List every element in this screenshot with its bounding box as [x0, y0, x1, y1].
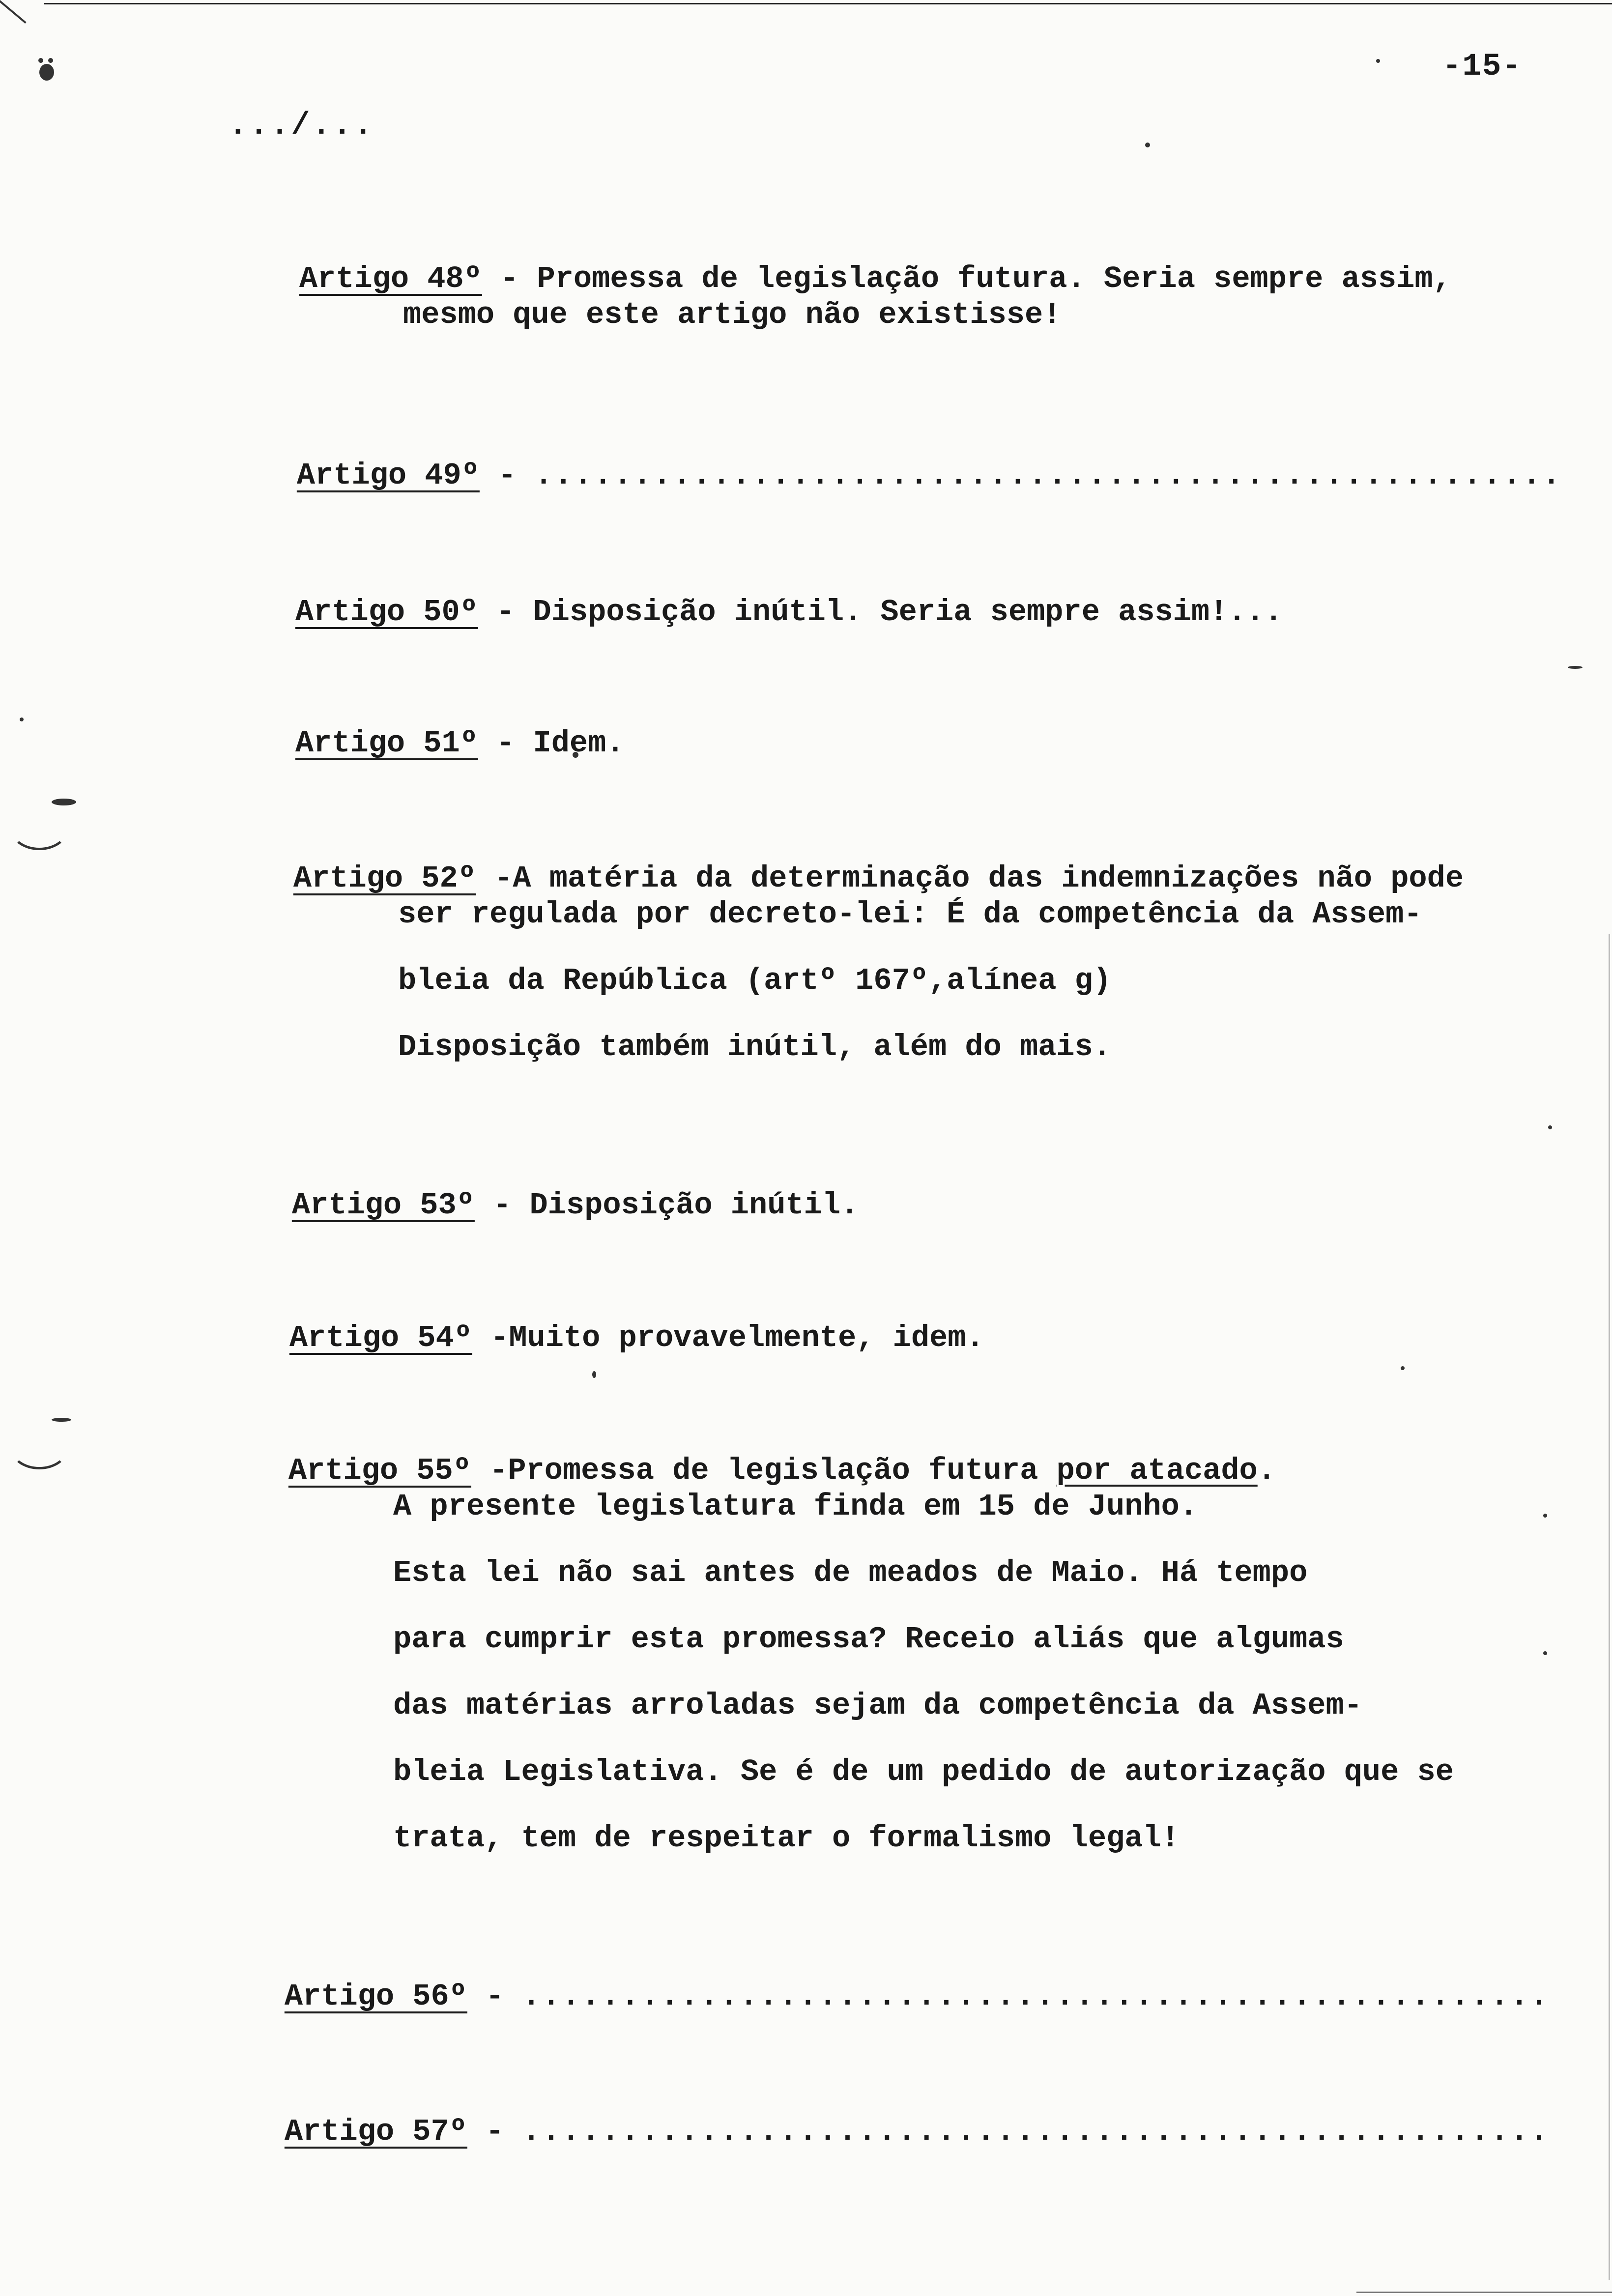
article-text-line: trata, tem de respeitar o formalismo legal! — [393, 1821, 1180, 1856]
scan-speck — [1543, 1651, 1547, 1655]
article-text: Muito provavelmente, idem. — [509, 1320, 984, 1355]
article-label: Artigo 49º — [296, 458, 480, 493]
article-50 — [222, 567, 1283, 658]
scan-speck — [52, 799, 76, 805]
article-text: . — [1257, 1453, 1276, 1488]
article-text-line: A presente legislatura finda em 15 de Junho. — [393, 1489, 1198, 1524]
article-text-line: ser regulada por decreto-lei: É da competência da Assem- — [398, 897, 1422, 932]
article-dash: - — [471, 1453, 508, 1488]
article-57 — [211, 2086, 1550, 2178]
article-text-line: bleia Legislativa. Se é de um pedido de autorização que se — [393, 1754, 1454, 1789]
omission-dots: .................................................... — [522, 2114, 1550, 2149]
article-56 — [211, 1951, 1550, 2042]
margin-bracket-mark — [10, 806, 69, 850]
scan-speck — [1548, 1125, 1552, 1129]
article-dash: - — [482, 261, 537, 296]
article-text: Promessa de legislação futura. Seria sempre assim, — [537, 261, 1451, 296]
article-text: Disposição inútil. — [529, 1188, 859, 1223]
article-54 — [216, 1292, 984, 1384]
scan-speck — [48, 58, 53, 63]
scan-speck — [1401, 1366, 1405, 1370]
article-dash: - — [479, 458, 535, 493]
scan-speck — [20, 718, 24, 721]
omission-dots: .................................................... — [534, 458, 1562, 493]
scan-speck — [38, 58, 43, 63]
article-label: Artigo 55º — [288, 1453, 471, 1488]
article-text-line: Disposição também inútil, além do mais. — [398, 1030, 1112, 1064]
article-label: Artigo 54º — [289, 1320, 472, 1355]
article-dash: - — [476, 861, 513, 896]
continuation-mark: .../... — [229, 108, 374, 144]
underlined-phrase: por atacado — [1056, 1453, 1258, 1488]
article-text-line: Esta lei não sai antes de meados de Maio. Há tempo — [393, 1555, 1308, 1590]
scan-speck — [52, 1418, 71, 1422]
article-text-line: mesmo que este artigo não existisse! — [403, 297, 1062, 332]
article-label: Artigo 52º — [293, 861, 476, 896]
article-label: Artigo 50º — [295, 595, 478, 630]
article-text-line: das matérias arroladas sejam da competência da Assem- — [393, 1688, 1362, 1723]
scan-speck — [39, 64, 54, 81]
article-text-line: bleia da República (artº 167º,alínea g) — [398, 963, 1112, 998]
scan-speck — [1568, 666, 1583, 669]
omission-dots: .................................................... — [522, 1979, 1550, 2014]
article-dash: - — [467, 2114, 522, 2149]
article-label: Artigo 53º — [291, 1188, 475, 1223]
corner-scan-mark — [0, 0, 27, 24]
article-text: A matéria da determinação das indemnizações não pode — [513, 861, 1464, 896]
article-label: Artigo 57º — [284, 2114, 467, 2149]
article-label: Artigo 51º — [295, 726, 478, 761]
article-53 — [219, 1160, 859, 1251]
article-text: Promessa de legislação futura — [508, 1453, 1057, 1488]
article-dash: - — [478, 726, 533, 761]
article-text: Disposição inútil. Seria sempre assim!... — [533, 595, 1283, 630]
article-label: Artigo 48º — [299, 261, 482, 296]
article-dash: - — [467, 1979, 522, 2014]
scan-speck — [1543, 1514, 1547, 1518]
scan-speck — [1145, 143, 1150, 147]
page-number: -15- — [1442, 49, 1522, 85]
article-label: Artigo 56º — [284, 1979, 467, 2014]
margin-bracket-mark — [10, 1425, 69, 1469]
article-text-line: para cumprir esta promessa? Receio aliás que algumas — [393, 1622, 1344, 1657]
right-edge-line — [1609, 934, 1610, 2280]
article-dash: - — [474, 1188, 530, 1223]
scan-speck — [1376, 59, 1380, 63]
article-51 — [222, 698, 625, 789]
article-dash: - — [472, 1320, 509, 1355]
article-dash: - — [478, 595, 533, 630]
top-border-line — [44, 3, 1612, 4]
article-49 — [224, 430, 1562, 521]
bottom-edge-line — [1356, 2292, 1612, 2293]
article-text: Idem. — [533, 726, 625, 761]
